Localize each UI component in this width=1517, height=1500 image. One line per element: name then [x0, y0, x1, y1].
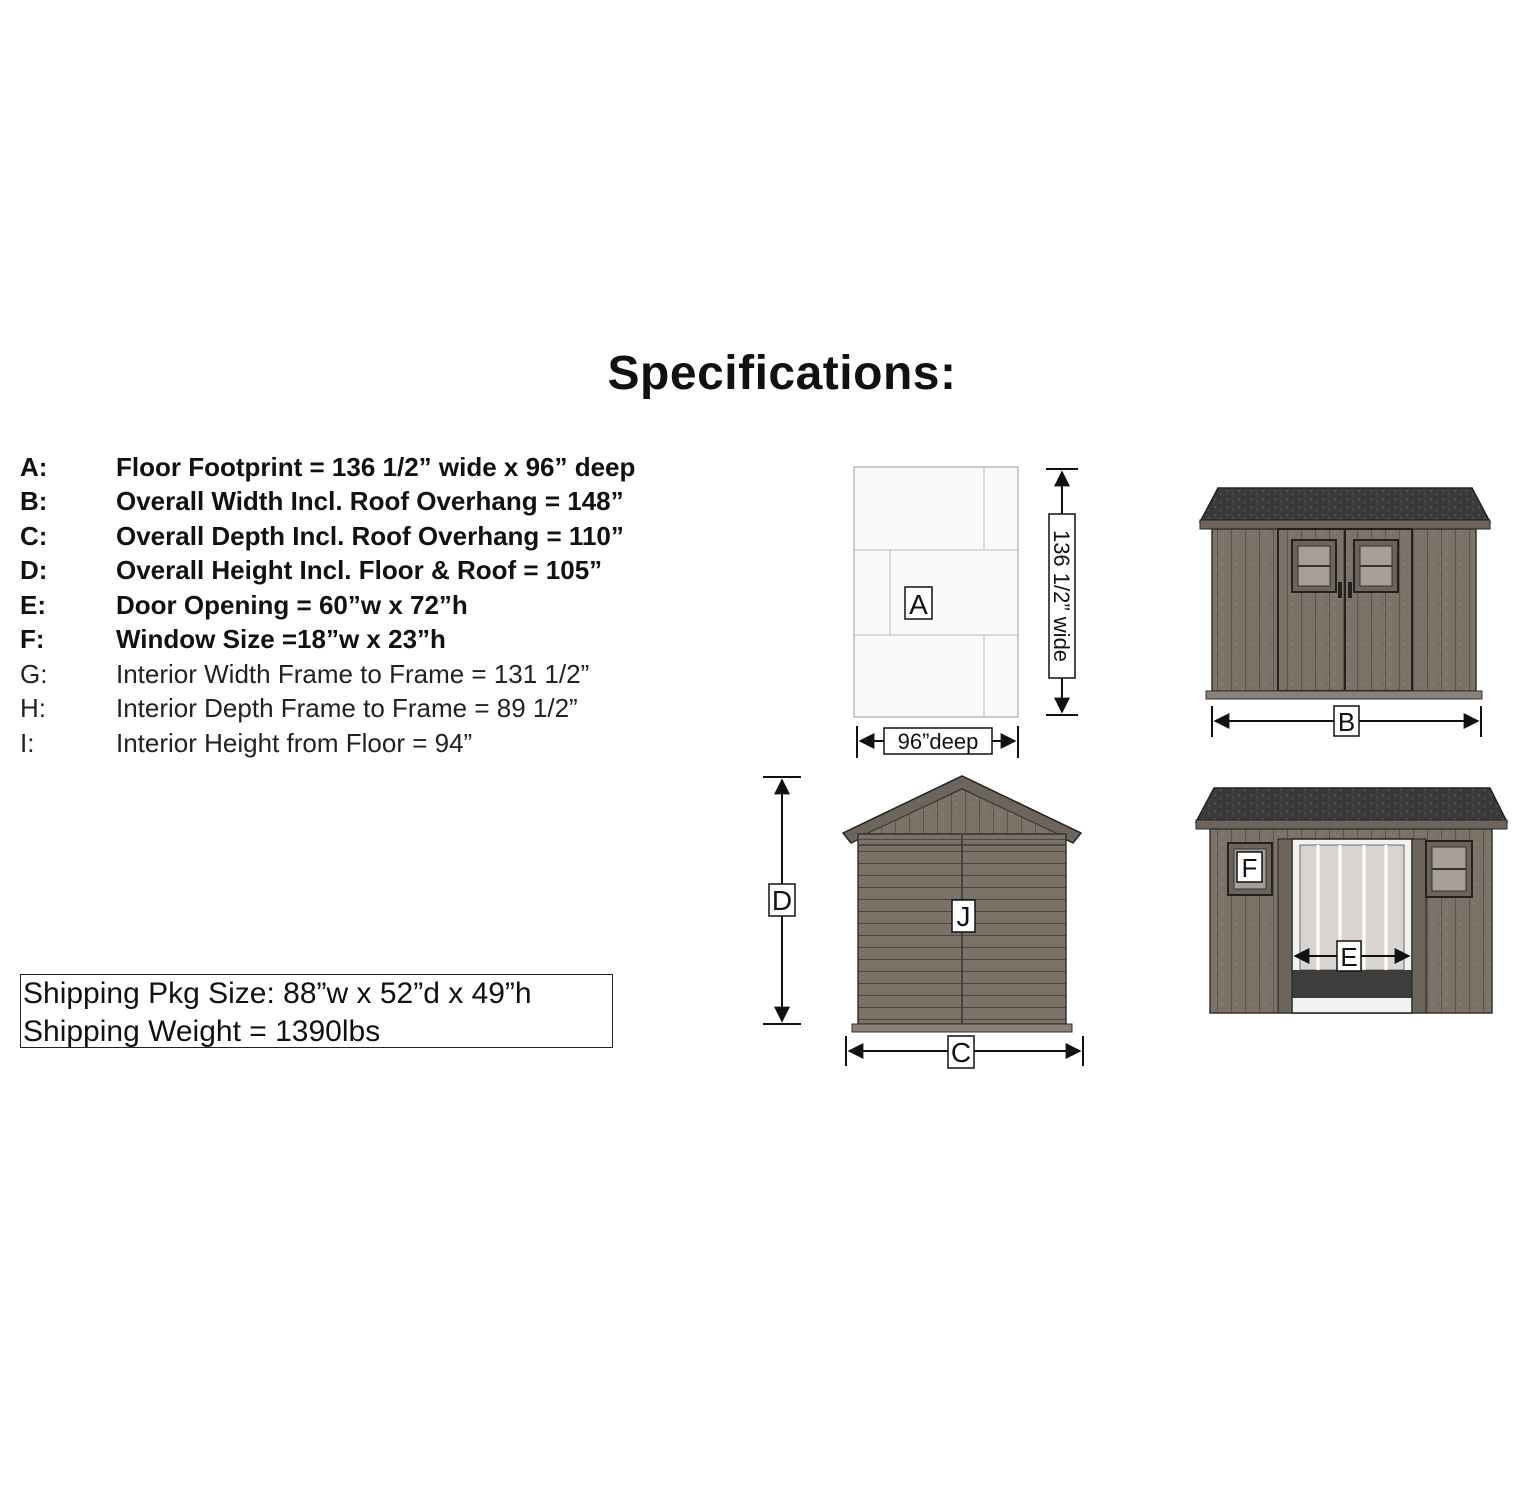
- spec-key: D:: [20, 555, 48, 586]
- spec-text: Overall Depth Incl. Roof Overhang = 110”: [116, 520, 624, 551]
- spec-key: G:: [20, 658, 48, 689]
- spec-key: I:: [20, 727, 35, 758]
- label-a: A: [909, 589, 928, 620]
- spec-text: Overall Width Incl. Roof Overhang = 148”: [116, 486, 624, 517]
- label-c: C: [950, 1037, 972, 1068]
- spec-text: Interior Width Frame to Frame = 131 1/2”: [116, 658, 590, 689]
- label-e: E: [1340, 942, 1358, 972]
- spec-key: F:: [20, 624, 45, 655]
- spec-text: Overall Height Incl. Floor & Roof = 105”: [116, 555, 603, 586]
- spec-text: Floor Footprint = 136 1/2” wide x 96” deep: [116, 451, 636, 482]
- floor-plan: [854, 467, 1078, 758]
- label-f: F: [1241, 853, 1258, 883]
- front-elevation: [1200, 488, 1490, 737]
- page-title: Specifications:: [607, 347, 957, 400]
- spec-key: C:: [20, 520, 48, 551]
- front-elevation-open: [1196, 788, 1507, 1013]
- label-j: J: [956, 901, 971, 932]
- spec-text: Interior Height from Floor = 94”: [116, 727, 473, 758]
- spec-key: H:: [20, 693, 46, 724]
- spec-key: A:: [20, 451, 48, 482]
- spec-text: Window Size =18”w x 23”h: [116, 624, 446, 655]
- label-b: B: [1337, 707, 1356, 737]
- spec-key: E:: [20, 589, 46, 620]
- shipping-weight: Shipping Weight = 1390lbs: [23, 1015, 381, 1048]
- side-elevation: [763, 776, 1083, 1068]
- label-wide: 136 1/2” wide: [1049, 529, 1074, 663]
- spec-text: Door Opening = 60”w x 72”h: [116, 589, 468, 620]
- shipping-size: Shipping Pkg Size: 88”w x 52”d x 49”h: [23, 977, 532, 1010]
- label-deep: 96”deep: [897, 729, 979, 754]
- spec-key: B:: [20, 486, 48, 517]
- label-d: D: [771, 885, 793, 916]
- spec-text: Interior Depth Frame to Frame = 89 1/2”: [116, 693, 578, 724]
